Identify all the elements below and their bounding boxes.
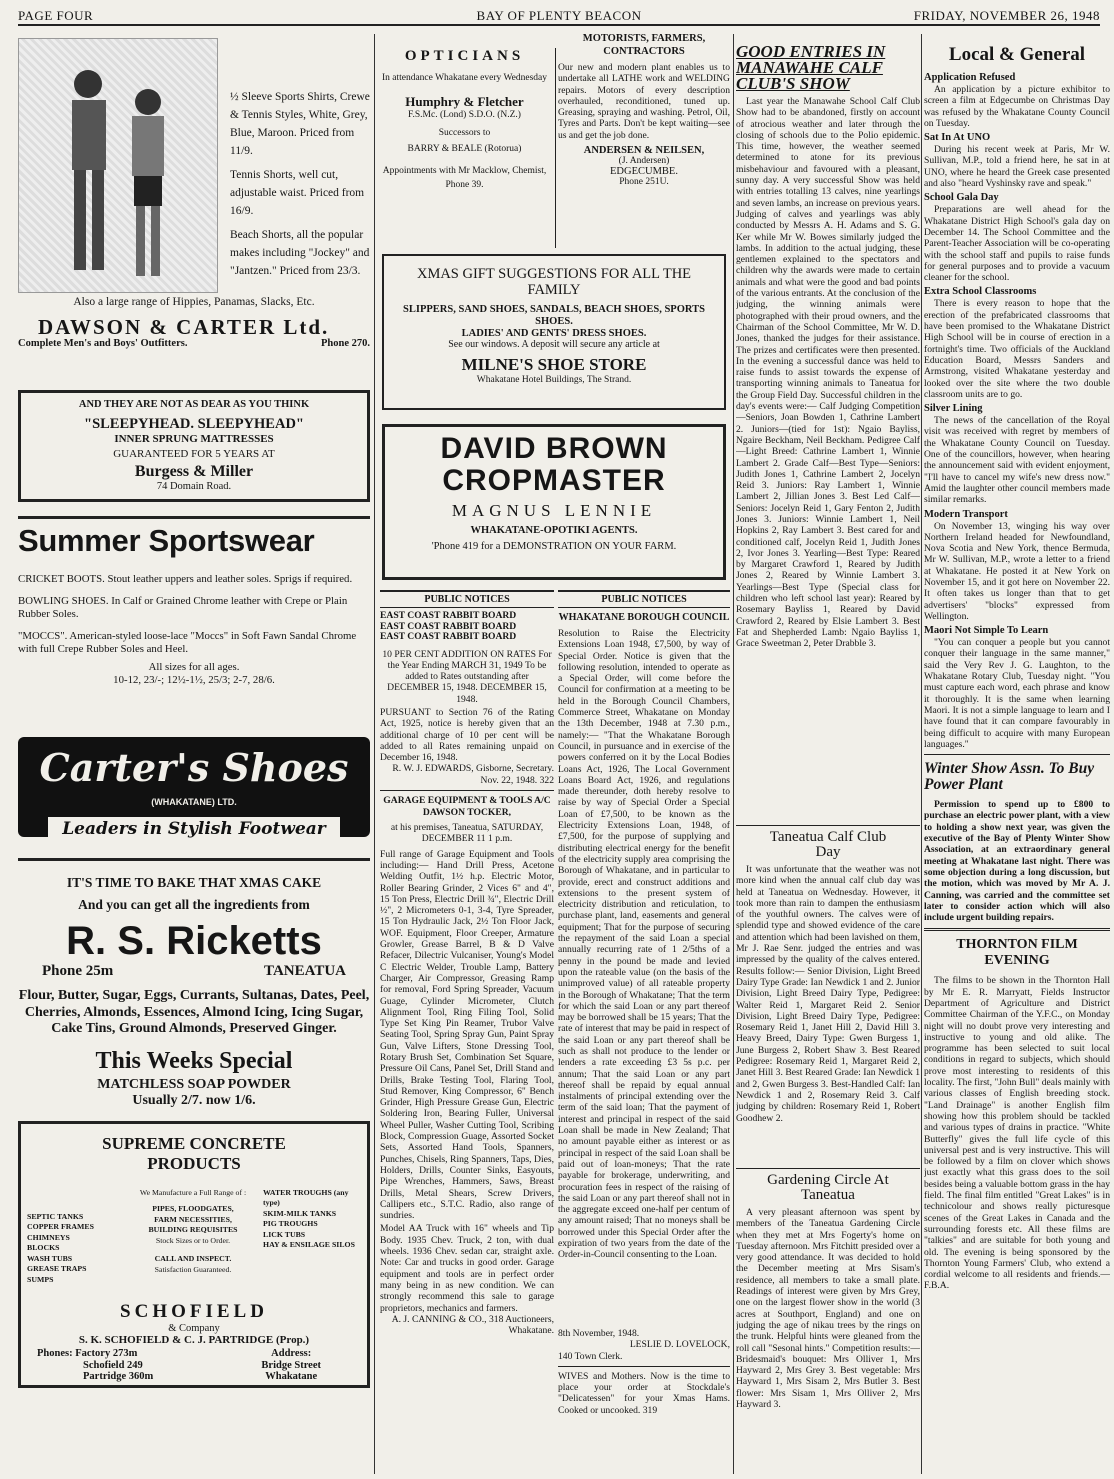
burgess-line1: AND THEY ARE NOT AS DEAR AS YOU THINK	[78, 399, 310, 410]
taneatua-body: It was unfortunate that the weather was not more kind when the annual calf club day was held at Taneatua on Wednesday. However, it took more than rain to dampen the enthusiasm of the youthful owners. The calves were of splendid type and showed evidence of the care and attention which had been lavished on them, Mr J. Rae Senr. judged the entries and was impressed by the quality of the calves entered. Results follow:— Senior Division, Light Breed Dairy Type Grade: Ian Newdick 1 and 2. Junior Division, Light Breed Dairy Type, Pedigree: Walter Reid 1, Margaret Reid 2. Senior Division, Light Breed Dairy Type, Pedigree: Rosemary Reid 1, Janet Hill 2, David Hill 3. Heavy Breed, Dairy Type: Gwen Burgess 1, June Burgess 2, Robert Shaw 3. Best Reared Pedigree: Rosemary Reid 1, Margaret Reid 2, Janet Hill 3. Best Reared Grade: Ian Newdick 1 and 2, Gwen Burgess 3. Best-Handled Calf: Ian Newdick 1 and 2, Rosemary Reid 3. Calf judging by children: Rosemary Reid 1, Robert Goodhew 2.	[736, 864, 920, 1124]
schofield-left-5: GREASE TRAPS	[27, 1264, 87, 1273]
dawson-line-shirts: ½ Sleeve Sports Shirts, Crewe & Tennis Styles, White, Grey, Blue, Maroon. Priced from 11/9.	[230, 91, 370, 157]
winter-show-body: Permission to spend up to £800 to purchase an electric power plant, with a view to holding a show next year, was given the executive of the Bay of Plenty Winter Show Association, at an extraordinary general meeting at Whakatane last night. There was some objection during a long discussion, but the motion, which was moved by Mr A. J. Canning, was carried and the committee set later to consider action which will also include urgent building repairs.	[924, 799, 1110, 924]
local-text-2: Preparations are well ahead for the Whakatane District High School's gala day on December 14. The School Committee and the Parent-Teacher Association will be co-operating with the school staff and pupils to raise funds for general purposes and to provide a vacuum cleaner for the school.	[924, 204, 1110, 284]
masthead: BAY OF PLENTY BEACON	[476, 8, 642, 23]
local-text-1: During his recent week at Paris, Mr W. Sullivan, M.P., told a friend here, he sat in at UNO, where he heard the Greek case presented and also "heard Vyshinsky rave and speak."	[924, 144, 1110, 190]
schofield-left-6: SUMPS	[27, 1274, 54, 1284]
taneatua-title: Taneatua Calf Club Day	[769, 829, 887, 860]
local-text-5: On November 13, winging his way over Northern Ireland headed for Newfoundland, Nova Scotia and New York, thence Bermuda, Mr W. Sullivan, M.P., wrote a letter to a friend at Whakatane. He posted it at New York on November 15, and it got here on November 22. It often takes us longer than that to get advertisers' "blocks" expressed from Wellington.	[924, 520, 1110, 622]
schofield-left-2: CHIMNEYS	[27, 1232, 70, 1242]
milnes-address: Whakatane Hotel Buildings, The Strand.	[476, 375, 632, 385]
ricketts-list: Flour, Butter, Sugar, Eggs, Currants, Sultanas, Dates, Peel, Cherries, Almonds, Essences, Almond Icing, Icing Sugar, Cake Tins, Ground Almonds, Preserved Ginger.	[18, 988, 370, 1036]
opticians-successors: Successors to	[438, 128, 491, 138]
andersen-town: EDGECUMBE.	[610, 166, 678, 178]
burgess-address: 74 Domain Road.	[156, 481, 232, 492]
schofield-right-4: HAY & ENSILAGE SILOS	[263, 1240, 355, 1249]
local-text-3: There is every reason to hope that the erection of the prefabricated classrooms that have been promised to the Whakatane District High School will be in course of erection in a fortnight's time. Two officials of the Auckland Education Board, Messrs Sanders and Armstrong, visited Whakatane yesterday and looked over the site where the two double classroom units are to go.	[924, 298, 1110, 400]
ricketts-ad	[18, 865, 370, 1109]
schofield-right-0: WATER TROUGHS (any type)	[263, 1187, 349, 1207]
opticians-barry: BARRY & BEALE (Rotorua)	[407, 144, 522, 154]
schofield-phone-1: Schofield 249	[83, 1359, 143, 1371]
ricketts-usually: Usually 2/7. now 1/6.	[132, 1092, 256, 1108]
manawahe-body: Last year the Manawahe School Calf Club Show had to be abandoned, firstly on account of atrocious weather and later through the closing of schools due to the Polio epidemic. This time, however, the weather seemed determined to atone for its previous misbehaviour and favoured with a pleasant, sunny day. A very successful Show was held with entries totalling 13 calves, nine yearlings and seven lambs, an increase on previous years. Judging of calves and yearlings was ably conducted by Messrs A. H. Adams and S. G. Ker while Mr W. Bowes similarly judged the lambs. In addition to the actual judging, these gentlemen explained to the spectators and children why the awards were made to certain animals and what were the good and bad points of the various entrants. At the conclusion of the judging, the winning animals were photographed with their proud owners, and the Chairman of the School Committee, Mr W. D. Jones, thanked the judges for their assistance. The prizes and certificates were then presented. In the evening a successful dance was held to raise funds to assist towards the expense of transporting winning animals to Taneatua for the Group Field Day. Successful children in the day's events were:— Calf Judging Competition—Seniors, Joan Bowden 1, Cathrine Lambert 2. Juniors—(tied for 1st): Ngaio Bayliss, Ngaire Beckham, Neil Beckham. Pedigree Calf—Light Breed: Cathrine Lambert 1, Winnie Lambert 2. Grade Calf—Best Type—Seniors: Judith Jones 1, Cathrine Lambert 2, Jocelyn Reid 3. Juniors: Ray Lambert 1, Winnie Lambert 2, Jillian Jones 3. Best Led Calf—Seniors: Jocelyn Reid 1, Gary Fenton 2, Judith Jones 3. Juniors: Winnie Lambert 1, Neil Hopkins 2, Ray Lambert 3. Best cared for and conditioned calf, Jocelyn Reid 1, Judith Jones 2, Ivor Jones 3. Yearling—Best Type: Reared by Margaret Crawford 1, Reared by Judith Jones 2, Reared by Winnie Lambert 3. Yearlings—Best Type (Special class for children who left school last year): Reared by Rosemary Bayliss 1, Reared by David Crawford 2, Reared by Elsie Lambert 3. Best Fat and Shepherded Lamb: Ngaio Bayliss 1, Grace Sweetman 2, Peter Drabble 3.	[736, 96, 920, 650]
schofield-address-1: Bridge Street	[261, 1359, 321, 1371]
carters-item-bowling: BOWLING SHOES. In Calf or Grained Chrome leather with Crepe or Plain Rubber Soles.	[18, 595, 348, 620]
gardening-body: A very pleasant afternoon was spent by members of the Taneatua Gardening Circle when they met at Mrs Fogerty's home on Tuesday afternoon. Mrs Fitchitt presided over a very good attendance. It was decided to hold the December meeting at Mrs Sisam's residence, all members to take a small plate. Readings of interest were given by Mrs Grey, one on the largest flower show in the world (3 acres at Southport, England) and one on judging the age of nikau trees by the rings on the trunk. Helpful hints were gleaned from the roll call "Sesonal hints." Competition results:— Bridesmaid's bouquet: Mrs Olliver 1, Mrs Hayward 2, Mrs Grey 3. Best vegetable: Mrs Hayward 1, Mrs Sisam 2, Mrs Butler 3. Best flower: Mrs Sisam 1, Mrs Olliver 2, Mrs Hayward 3.	[736, 1207, 920, 1411]
rabbit-board-signature: R. W. J. EDWARDS, Gisborne, Secretary. Nov. 22, 1948. 322	[392, 763, 554, 786]
burgess-line4: GUARANTEED FOR 5 YEARS AT	[113, 448, 275, 460]
david-brown-line3: MAGNUS LENNIE	[451, 501, 657, 520]
schofield-name: SCHOFIELD	[120, 1301, 268, 1322]
opticians-ad	[378, 48, 556, 248]
page-number: PAGE FOUR	[18, 8, 94, 23]
local-text-6: "You can conquer a people but you cannot conquer their language in the same manner," said the Very Rev J. G. Laughton, to the Whakatane Rotary Club, Tuesday night. "You must capture each word, each phrase and know it thoroughly. It is the same when learning Maori. It is not a simple language to learn and I have found that it can compare favourably in being difficult to acquire with many European languages."	[924, 637, 1110, 750]
sportsmen-illustration	[18, 38, 218, 293]
local-section-1	[924, 132, 1110, 189]
column-1	[18, 34, 370, 1474]
milnes-line3: See our windows. A deposit will secure any article at	[448, 339, 660, 350]
notices-head-left: PUBLIC NOTICES	[380, 590, 554, 608]
wives-notice: WIVES and Mothers. Now is the time to place your order at Stockdale's "Delicatessen" for your Xmas Hams. Cooked or uncooked. 319	[558, 1370, 730, 1416]
ricketts-special: This Weeks Special	[95, 1047, 293, 1074]
local-section-0	[924, 72, 1110, 129]
carters-sizes: All sizes for all ages.	[148, 661, 240, 673]
david-brown-line2: CROPMASTER	[442, 464, 666, 497]
garage-more: Model AA Truck with 16" wheels and Tip Body. 1935 Chev. Truck, 2 ton, with dual wheels. 1936 Chev. sedan car, straight axle. Note: Car and trucks in good order. Garage equipment and tools are in perfect order many being in as new condition. We can strongly recommend this sale to garage proprietors, mechanics and farmers.	[380, 1223, 554, 1314]
ricketts-phone: Phone 25m	[42, 963, 114, 979]
ricketts-name: R. S. Ricketts	[66, 919, 322, 963]
opticians-attendance: In attendance Whakatane every Wednesday	[381, 73, 548, 83]
andersen-name: ANDERSEN & NEILSEN,	[583, 145, 705, 157]
local-section-4	[924, 403, 1110, 505]
schofield-address-0: Address:	[271, 1348, 312, 1359]
schofield-mid-2: FARM NECESSITIES,	[154, 1214, 232, 1224]
council-body: Resolution to Raise the Electricity Extensions Loan 1948, £7,500, by way of Special Order. Notice is given that the following resolution, intended to operate as a Special Order, will come before the Council for confirmation at a meeting to be held in the Borough Council Chambers, Commerce Street, Whakatane on Monday the 13th December, 1948 at 7.30 p.m., namely:— "That the Whakatane Borough Council, in pursuance and in exercise of the powers conferred on it by the Local Bodies Loans Act, 1926, The Local Government Loans Board Act, 1926, and regulations made thereunder, doth hereby resolve to raise by way of Special Order a Special Loan of £7,500, to be known as the Electricity Extensions Loan, 1948, of £7,500, for the purpose of supplying and distributing electrical energy for the benefit of the electricity supply area comprising the Borough of Whakatane, and in particular to provide, erect and construct additions and extensions to the present system of electricity distribution and reticulation, to purchase plant, land, easements and general equipment; That for the purpose of securing the repayment of the said Loan a special annually recurring rate of 1 2/5ths of a penny in the pound be made and levied upon the rateable value (on the basis of the unimproved value) of all rateable property in the Borough of Whakatane; That the term for which the said Loan or any part thereof may be borrowed shall be 15 years; That the rate of interest that may be paid in respect of the said Loan or any part thereof shall be such as shall not produce to the lender or lenders a rate exceeding £3 5s p.c. per annum; That the said Loan or any part thereof shall be repaid by equal annual instalments of principal extending over the term of the said loan; That the payment of interest and principal in respect of the said Loan shall be made in New Zealand; That no amount payable either as interest or as principal in respect of the said Loan shall be paid out of loan-moneys; That the rate payable for brokerage, underwriting, and procuration fees in respect of the raising of the said Loan or any part thereof shall not in the aggregate exceed one-half per centum of any amount raised; That no moneys shall be borrowed under this Special Order after the expiration of two years from the date of the Order-in-Council consenting to the Loan.	[558, 628, 730, 1261]
garage-when: at his premises, Taneatua, SATURDAY, DECEMBER 11 1 p.m.	[390, 822, 544, 845]
david-brown-ad	[382, 424, 726, 580]
rabbit-board-title-1: EAST COAST RABBIT BOARD	[380, 620, 517, 632]
schofield-left-3: BLOCKS	[27, 1243, 60, 1252]
milnes-title: XMAS GIFT SUGGESTIONS FOR ALL THE FAMILY	[416, 266, 692, 298]
schofield-company: & Company	[168, 1323, 220, 1334]
schofield-mid-4: Stock Sizes or to Order.	[155, 1235, 231, 1245]
schofield-mid-3: BUILDING REQUISITES	[148, 1225, 238, 1234]
dawson-also: Also a large range of Hippies, Panamas, Slacks, Etc.	[73, 296, 315, 308]
local-text-0: An application by a picture exhibitor to screen a film at Edgecumbe on Christmas Day was refused by the Whakatane County Council on Tuesday.	[924, 84, 1110, 129]
issue-date: FRIDAY, NOVEMBER 26, 1948	[913, 8, 1100, 23]
carters-logo-text: Carter's Shoes	[39, 745, 349, 790]
carters-item-cricket: CRICKET BOOTS. Stout leather uppers and leather soles. Sprigs if required.	[18, 573, 353, 585]
schofield-phone-0: Phones: Factory 273m	[37, 1348, 138, 1359]
local-heading-4: Silver Lining	[924, 403, 983, 415]
council-clerk: 140 Town Clerk.	[558, 1350, 623, 1362]
carters-item-moccs: "MOCCS". American-styled loose-lace "Moccs" in Soft Fawn Sandal Chrome with full Crepe Rubber Soles and Heel.	[18, 630, 357, 655]
column-5	[924, 34, 1110, 1474]
men-figures-icon	[28, 52, 208, 292]
andersen-phone: Phone 251U.	[619, 177, 669, 188]
ricketts-line2: And you can get all the ingredients from	[78, 897, 310, 912]
burgess-line3: INNER SPRUNG MATTRESSES	[114, 433, 274, 445]
dawson-name: DAWSON & CARTER Ltd.	[38, 315, 330, 339]
dawson-phone: Phone 270.	[320, 338, 370, 349]
schofield-title: SUPREME CONCRETE PRODUCTS	[102, 1133, 286, 1173]
dawson-carter-ad	[18, 34, 370, 352]
andersen-ad	[558, 34, 730, 232]
andersen-sub: (J. Andersen)	[618, 156, 670, 167]
burgess-miller-ad	[18, 390, 370, 502]
schofield-mid-1: PIPES, FLOODGATES,	[152, 1204, 234, 1213]
schofield-left-4: WASH TUBS	[27, 1253, 73, 1263]
local-general-title: Local & General	[948, 44, 1086, 65]
council-date: 8th November, 1948.	[558, 1328, 640, 1339]
local-section-3	[924, 286, 1110, 400]
local-heading-6: Maori Not Simple To Learn	[924, 625, 1049, 637]
schofield-address-2: Whakatane	[265, 1371, 318, 1382]
david-brown-line4: WHAKATANE-OPOTIKI AGENTS.	[470, 525, 638, 536]
milnes-line2: LADIES' AND GENTS' DRESS SHOES.	[461, 328, 647, 339]
schofield-mid-5: CALL AND INSPECT.	[154, 1254, 232, 1263]
schofield-mid-6: Satisfaction Guaranteed.	[154, 1264, 232, 1274]
schofield-left-1: COPPER FRAMES	[27, 1222, 94, 1231]
column-4	[736, 34, 920, 1474]
opticians-title: OPTICIANS	[404, 48, 525, 64]
milnes-ad	[382, 254, 726, 410]
david-brown-line1: DAVID BROWN	[440, 432, 668, 465]
schofield-right-1: SKIM-MILK TANKS	[263, 1208, 337, 1218]
thornton-body: The films to be shown in the Thornton Hall by Mr E. R. Marryatt, Fields Instructor Department of Agriculture and District Committee Chairman of the Y.F.C., on Monday night will no doubt prove very interesting and instructive to young and old alike. The programme has been selected to suit local conditions in regard to subjects, which should prove most interesting to residents of this locality. The first, "John Bull" deals mainly with various classes of English breeding stock. "Land Drainage" is another English film showing how this problem should be tackled and various types of drains in practice. "White Butterfly" gives the full life cycle of this universal pest and is very instructive. This will be followed by a film on clover which shows just exactly what this grass does to the soil besides being a valuable bottom grass in the hay field. The final film entitled "Great Lakes" is in technicolour and shows really picturesque scenes of the Great Lakes in Canada and the surrounding forests etc. All these films are "talkies" and are suitable for both young and old. The evening is being sponsored by the Thornton Young Farmers' Club, who extend a cordial welcome to all residents and friends.—F.B.A.	[924, 975, 1110, 1292]
garage-title: GARAGE EQUIPMENT & TOOLS A/C DAWSON TOCKER,	[383, 795, 551, 818]
rabbit-board-title-2: EAST COAST RABBIT BOARD	[380, 631, 517, 642]
opticians-quals: F.S.Mc. (Lond) S.D.O. (N.Z.)	[408, 110, 521, 120]
local-heading-1: Sat In At UNO	[924, 132, 991, 144]
public-notices-left	[380, 590, 554, 1470]
local-section-2	[924, 192, 1110, 283]
carters-logo	[18, 737, 370, 837]
local-heading-5: Modern Transport	[924, 508, 1008, 520]
ricketts-soap: MATCHLESS SOAP POWDER	[97, 1076, 291, 1092]
local-heading-2: School Gala Day	[924, 192, 999, 204]
burgess-line2: "SLEEPYHEAD. SLEEPYHEAD"	[84, 416, 304, 432]
schofield-right-3: LICK TUBS	[263, 1229, 306, 1239]
schofield-owners: S. K. SCHOFIELD & C. J. PARTRIDGE (Prop.)	[78, 1334, 310, 1346]
dawson-line-beach: Beach Shorts, all the popular makes including "Jockey" and "Jantzen." Priced from 23/3.	[230, 229, 370, 277]
rabbit-board-heading: 10 PER CENT ADDITION ON RATES For the Year Ending MARCH 31, 1949 To be added to Rates outstanding after DECEMBER 15, 1948. DECEMBER 15, 1948.	[382, 648, 552, 705]
milnes-line1: SLIPPERS, SAND SHOES, SANDALS, BEACH SHOES, SPORTS SHOES.	[403, 304, 705, 327]
local-section-6	[924, 625, 1110, 750]
schofield-right-2: PIG TROUGHS	[263, 1219, 318, 1228]
andersen-title: MOTORISTS, FARMERS, CONTRACTORS	[582, 34, 706, 57]
garage-signature: A. J. CANNING & CO., 318 Auctioneers, Whakatane.	[391, 1313, 554, 1337]
page-header	[18, 8, 1100, 26]
schofield-phone-2: Partridge 360m	[83, 1371, 154, 1382]
notices-head-right: PUBLIC NOTICES	[558, 590, 730, 608]
schofield-ad	[18, 1121, 370, 1388]
rabbit-board-text: PURSUANT to Section 76 of the Rating Act, 1925, notice is hereby given that an additional charge of 10 per cent will be added to all Rates remaining unpaid on December 16, 1948.	[380, 706, 554, 764]
carters-shoes-ad	[18, 516, 370, 848]
dawson-tagline: Complete Men's and Boys' Outfitters.	[18, 338, 188, 349]
rabbit-board-title-0: EAST COAST RABBIT BOARD	[380, 610, 517, 621]
local-heading-3: Extra School Classrooms	[924, 286, 1037, 298]
council-signature: LESLIE D. LOVELOCK,	[629, 1339, 730, 1351]
winter-show-title: Winter Show Assn. To Buy Power Plant	[924, 760, 1095, 794]
carters-logo-ltd: (WHAKATANE) LTD.	[151, 797, 237, 807]
council-title: WHAKATANE BOROUGH COUNCIL	[558, 612, 730, 623]
opticians-name: Humphry & Fletcher	[405, 94, 524, 109]
david-brown-line5: 'Phone 419 for a DEMONSTRATION ON YOUR FARM.	[431, 541, 677, 552]
manawahe-title: GOOD ENTRIES IN MANAWAHE CALF CLUB'S SHOW	[736, 42, 886, 93]
gardening-title: Gardening Circle At Taneatua	[767, 1172, 889, 1203]
opticians-appointments: Appointments with Mr Macklow, Chemist, Phone 39.	[382, 166, 547, 190]
dawson-line-tennis: Tennis Shorts, well cut, adjustable waist. Priced from 16/9.	[230, 169, 365, 217]
local-text-4: The news of the cancellation of the Royal visit was received with regret by members of the Whakatane County Council on Tuesday. One of the councillors, however, when hearing the announcement said with evident enjoyment, "I'll have to cancel my wife's new dress now." Amid the laughter other council members made similar remarks.	[924, 415, 1110, 506]
milnes-name: MILNE'S SHOE STORE	[461, 355, 647, 374]
local-section-5	[924, 509, 1110, 623]
ricketts-line1: IT'S TIME TO BAKE THAT XMAS CAKE	[66, 875, 322, 890]
carters-title: Summer Sportswear	[18, 523, 315, 558]
carters-prices: 10-12, 23/-; 12½-1½, 25/3; 2-7, 28/6.	[113, 674, 275, 686]
burgess-name: Burgess & Miller	[134, 463, 254, 480]
public-notices-right	[558, 590, 730, 1470]
garage-body: Full range of Garage Equipment and Tools including:— Hand Drill Press, Acetone Welding Outfit, 1½ h.p. Electric Motor, Roller Bearing Grinder, 2 Vices 6" and 4", 15 Ton Press, Electric Drill ¾", Electric Drill ½", 2 Micrometers 0-1, 3-4, Tyre Spreader, 15 Ton Hydraulic Jack, 2½ Ton Floor Jack, WOF. Equipment, Floor Creeper, Armature Growler, Grease Barrel, B & D Valve Refacer, Dilectric Vulcaniser, Young's Model C Electric Welder, Trouble Lamp, Battery Charger, Air Compressor, Greasing Ramp for removal, Ford Spring Spreader, Vacuum Guage, Cylinder Micrometer, Clutch Alignment Tool, Ring Filing Tool, Solid Type Set King Pin Reamer, Trubor Valve Seating Tool, Spring Spray Gun, Paint Spray Gun, Valve Lifters, Stone Dressing Tool, Rotary Brush Set, Combination Set Square, Pressure Oil Cans, Panel Set, Drill Stand and Drills, Brake Testing Tool, Flaring Tool, Stud Remover, King Compressor, 6" Bench Grinder, High Pressure Grease Gun, Electric Soldering Iron, Bearing Fuller, Universal Wheel Puller, Washer Cutting Tool, Scribing Block, Compression Guage, Assorted Socket Sets, Assorted Hand Tools, Spanners, Punches, Chisels, Ring Spanners, Taps, Dies, Holders, Drills, Counter Sinks, Easyouts, Pipe Wrenches, Hammers, Saws, Breast Drills, Metal Shears, Screw Drivers, Callipers etc., S.T.C. Radio, also range of sundries.	[380, 848, 554, 1222]
ricketts-town: TANEATUA	[264, 963, 346, 979]
carters-logo-tagline: Leaders in Stylish Footwear	[48, 817, 340, 841]
schofield-left-0: SEPTIC TANKS	[27, 1211, 84, 1221]
thornton-title: THORNTON FILM EVENING	[956, 937, 1078, 969]
local-heading-0: Application Refused	[924, 72, 1016, 83]
schofield-mid-0: We Manufacture a Full Range of :	[139, 1187, 247, 1197]
andersen-body: Our new and modern plant enables us to undertake all LATHE work and WELDING repairs. Motors of every description overhauled, reconditioned, tuned up. Greasing, spraying and washing. Petrol, Oil, Tyres and Parts. Don't be kept waiting—see us and get the job done.	[558, 62, 730, 141]
